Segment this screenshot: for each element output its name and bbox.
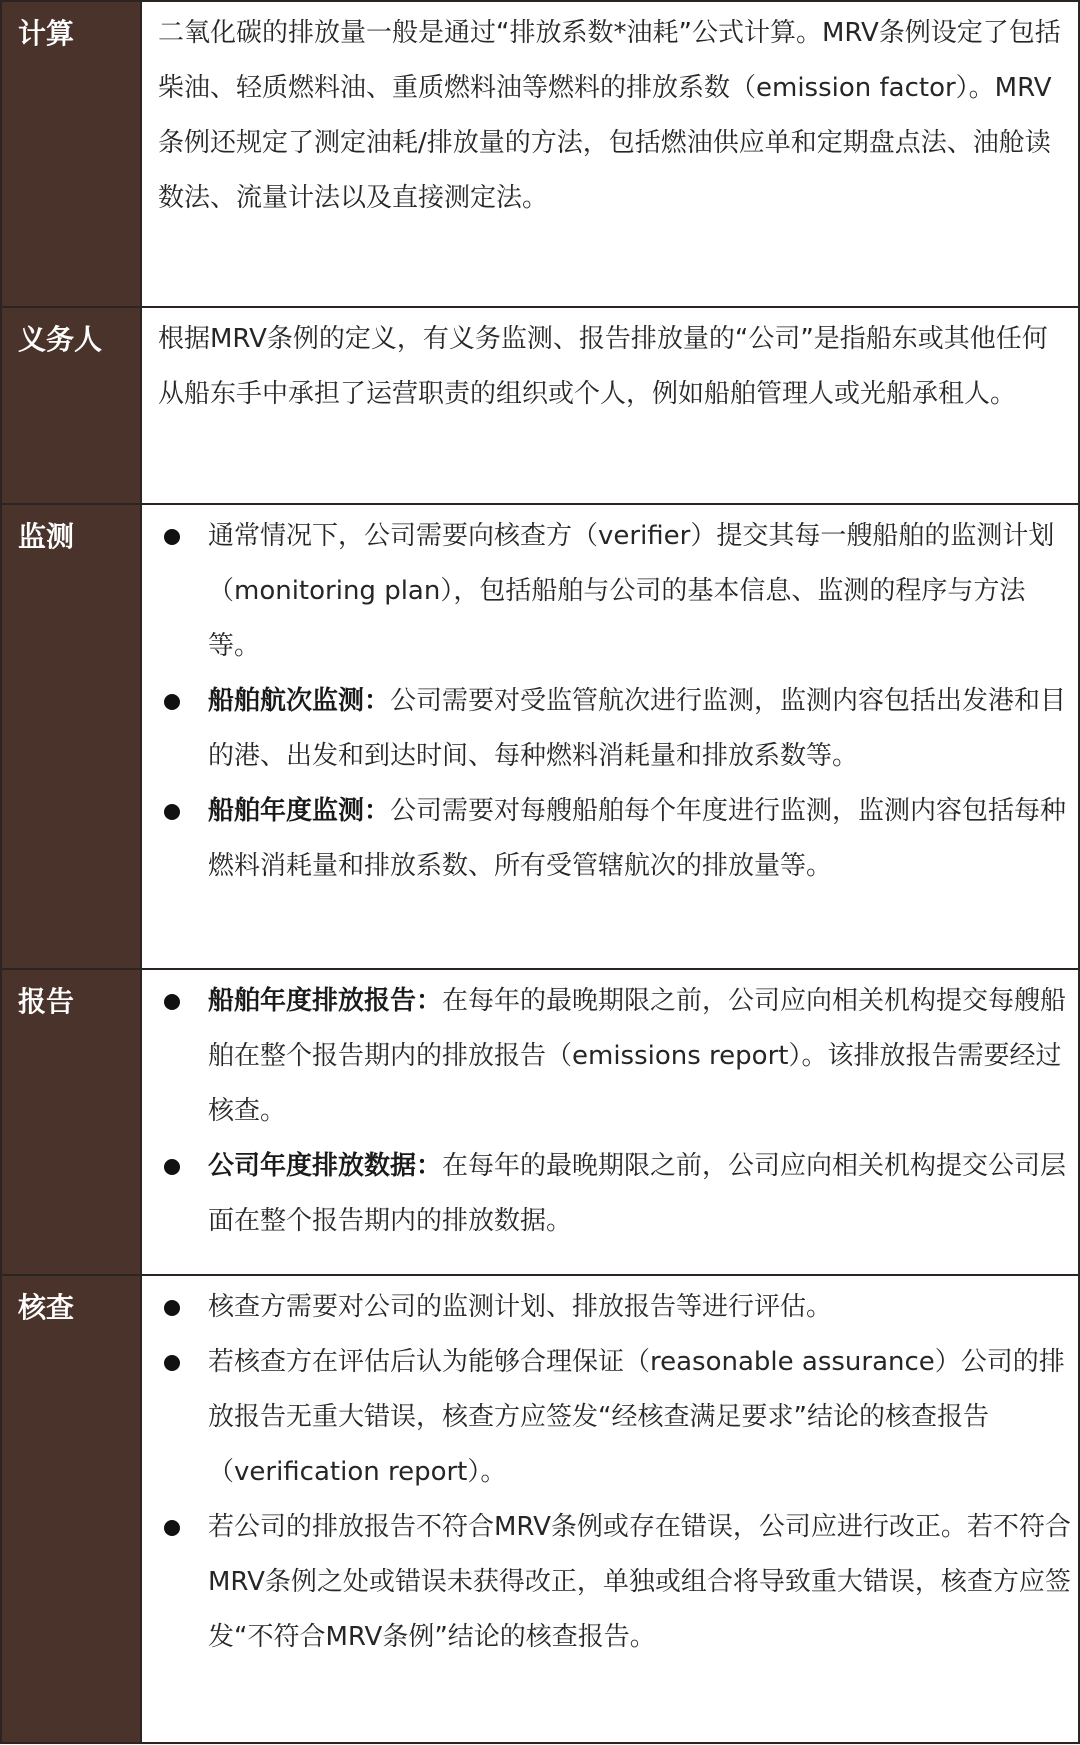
row-content <box>141 1 1079 307</box>
row-content <box>141 504 1079 969</box>
bullet-text: 公司需要对受监管航次进行监测，监测内容包括出发港和目的港、出发和到达时间、每种燃料消耗量和排放系数等。 <box>208 686 1067 771</box>
list-item <box>158 509 1078 674</box>
list-item <box>158 674 1078 784</box>
list-item <box>158 974 1078 1139</box>
table-row-reporting <box>1 969 1079 1275</box>
list-item <box>158 1335 1078 1500</box>
bullet-text: 若核查方在评估后认为能够合理保证（reasonable assurance）公司的排放报告无重大错误，核查方应签发“经核查满足要求”结论的核查报告（verification report）。 <box>208 1347 1065 1487</box>
list-item <box>158 1139 1078 1249</box>
bullet-dot-icon <box>164 1520 180 1536</box>
bullet-dot-icon <box>164 1300 180 1316</box>
bullet-lead: 船舶航次监测： <box>208 686 391 716</box>
bullet-list <box>158 974 1078 1249</box>
bullet-dot-icon <box>164 994 180 1010</box>
list-item <box>158 1280 1078 1335</box>
row-label: 报告 <box>1 969 141 1275</box>
paragraph: 根据MRV条例的定义，有义务监测、报告排放量的“公司”是指船东或其他任何从船东手中承担了运营职责的组织或个人，例如船舶管理人或光船承租人。 <box>158 324 1048 409</box>
bullet-lead: 船舶年度排放报告： <box>208 986 443 1016</box>
table-row-obligor <box>1 307 1079 504</box>
row-label: 计算 <box>1 1 141 307</box>
bullet-text: 在每年的最晚期限之前，公司应向相关机构提交每艘船舶在整个报告期内的排放报告（emissions report）。该排放报告需要经过核查。 <box>208 986 1067 1126</box>
bullet-dot-icon <box>164 804 180 820</box>
bullet-dot-icon <box>164 1355 180 1371</box>
bullet-text: 在每年的最晚期限之前，公司应向相关机构提交公司层面在整个报告期内的排放数据。 <box>208 1151 1067 1236</box>
bullet-text: 核查方需要对公司的监测计划、排放报告等进行评估。 <box>208 1292 833 1322</box>
row-content <box>141 307 1079 504</box>
bullet-list <box>158 509 1078 894</box>
bullet-lead: 船舶年度监测： <box>208 796 391 826</box>
table-row-verification <box>1 1275 1079 1743</box>
row-content <box>141 969 1079 1275</box>
bullet-dot-icon <box>164 1159 180 1175</box>
bullet-lead: 公司年度排放数据： <box>208 1151 443 1181</box>
bullet-text: 通常情况下，公司需要向核查方（verifier）提交其每一艘船舶的监测计划（monitoring plan），包括船舶与公司的基本信息、监测的程序与方法等。 <box>208 521 1055 661</box>
row-label: 义务人 <box>1 307 141 504</box>
row-label: 监测 <box>1 504 141 969</box>
bullet-dot-icon <box>164 694 180 710</box>
table-row-calculation <box>1 1 1079 307</box>
bullet-list <box>158 1280 1078 1665</box>
bullet-dot-icon <box>164 529 180 545</box>
list-item <box>158 784 1078 894</box>
row-label: 核查 <box>1 1275 141 1743</box>
table-row-monitoring <box>1 504 1079 969</box>
row-content <box>141 1275 1079 1743</box>
paragraph: 二氧化碳的排放量一般是通过“排放系数*油耗”公式计算。MRV条例设定了包括柴油、轻质燃料油、重质燃料油等燃料的排放系数（emission factor）。MRV条例还规定了测定油耗/排放量的方法，包括燃油供应单和定期盘点法、油舱读数法、流量计法以及直接测定法。 <box>158 18 1061 213</box>
list-item <box>158 1500 1078 1665</box>
bullet-text: 公司需要对每艘船舶每个年度进行监测，监测内容包括每种燃料消耗量和排放系数、所有受管辖航次的排放量等。 <box>208 796 1067 881</box>
bullet-text: 若公司的排放报告不符合MRV条例或存在错误，公司应进行改正。若不符合MRV条例之处或错误未获得改正，单独或组合将导致重大错误，核查方应签发“不符合MRV条例”结论的核查报告。 <box>208 1512 1071 1652</box>
